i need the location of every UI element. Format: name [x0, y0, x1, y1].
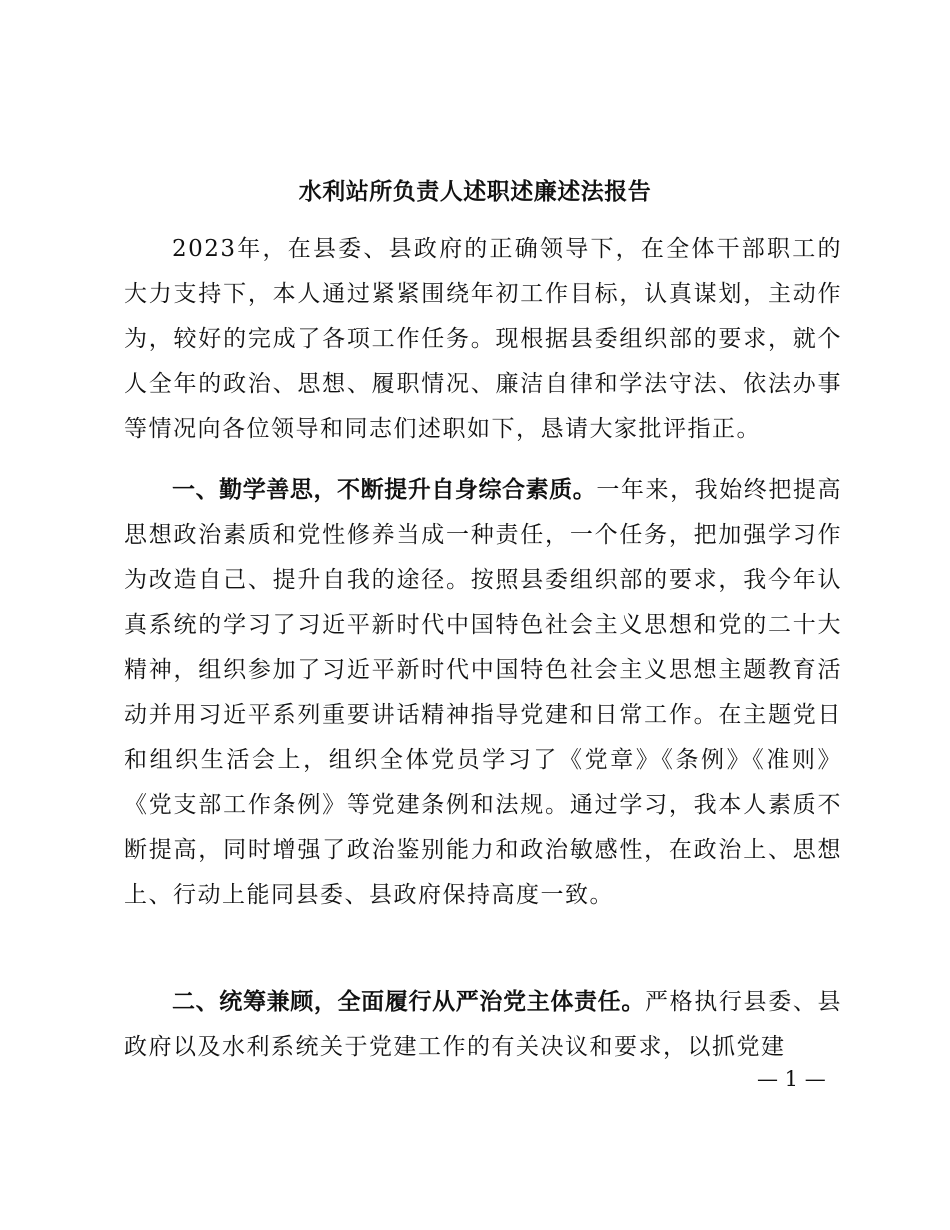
page-number: — 1 — — [757, 1067, 826, 1091]
section-2-text: 严格执行县委、县政府以及水利系统关于党建工作的有关决议和要求，以抓党建 — [124, 989, 843, 1060]
paragraph-section-1 — [124, 468, 842, 918]
paragraph-section-2 — [124, 980, 842, 1070]
paragraph-intro-text: 2023年，在县委、县政府的正确领导下，在全体干部职工的大力支持下，本人通过紧紧围绕年初工作目标，认真谋划，主动作为，较好的完成了各项工作任务。现根据县委组织部的要求，就个人全年的政治、思想、履职情况、廉洁自律和学法守法、依法办事等情况向各位领导和同志们述职如下，恳请大家批评指正。 — [124, 236, 842, 442]
document-title: 水利站所负责人述职述廉述法报告 — [298, 178, 652, 205]
paragraph-intro — [124, 227, 842, 452]
section-2-heading: 二、统筹兼顾，全面履行从严治党主体责任。 — [172, 989, 645, 1015]
section-1-text: 一年来，我始终把提高思想政治素质和党性修养当成一种责任，一个任务，把加强学习作为改造自己、提升自我的途径。按照县委组织部的要求，我今年认真系统的学习了习近平新时代中国特色社会主义思想和党的二十大精神，组织参加了习近平新时代中国特色社会主义思想主题教育活动并用习近平系列重要讲话精神指导党建和日常工作。在主题党日和组织生活会上，组织全体党员学习了《党章》《条例》《准则》《党支部工作条例》等党建条例和法规。通过学习，我本人素质不断提高，同时增强了政治鉴别能力和政治敏感性，在政治上、思想上、行动上能同县委、县政府保持高度一致。 — [124, 477, 843, 908]
section-1-heading: 一、勤学善思，不断提升自身综合素质。 — [172, 477, 597, 503]
